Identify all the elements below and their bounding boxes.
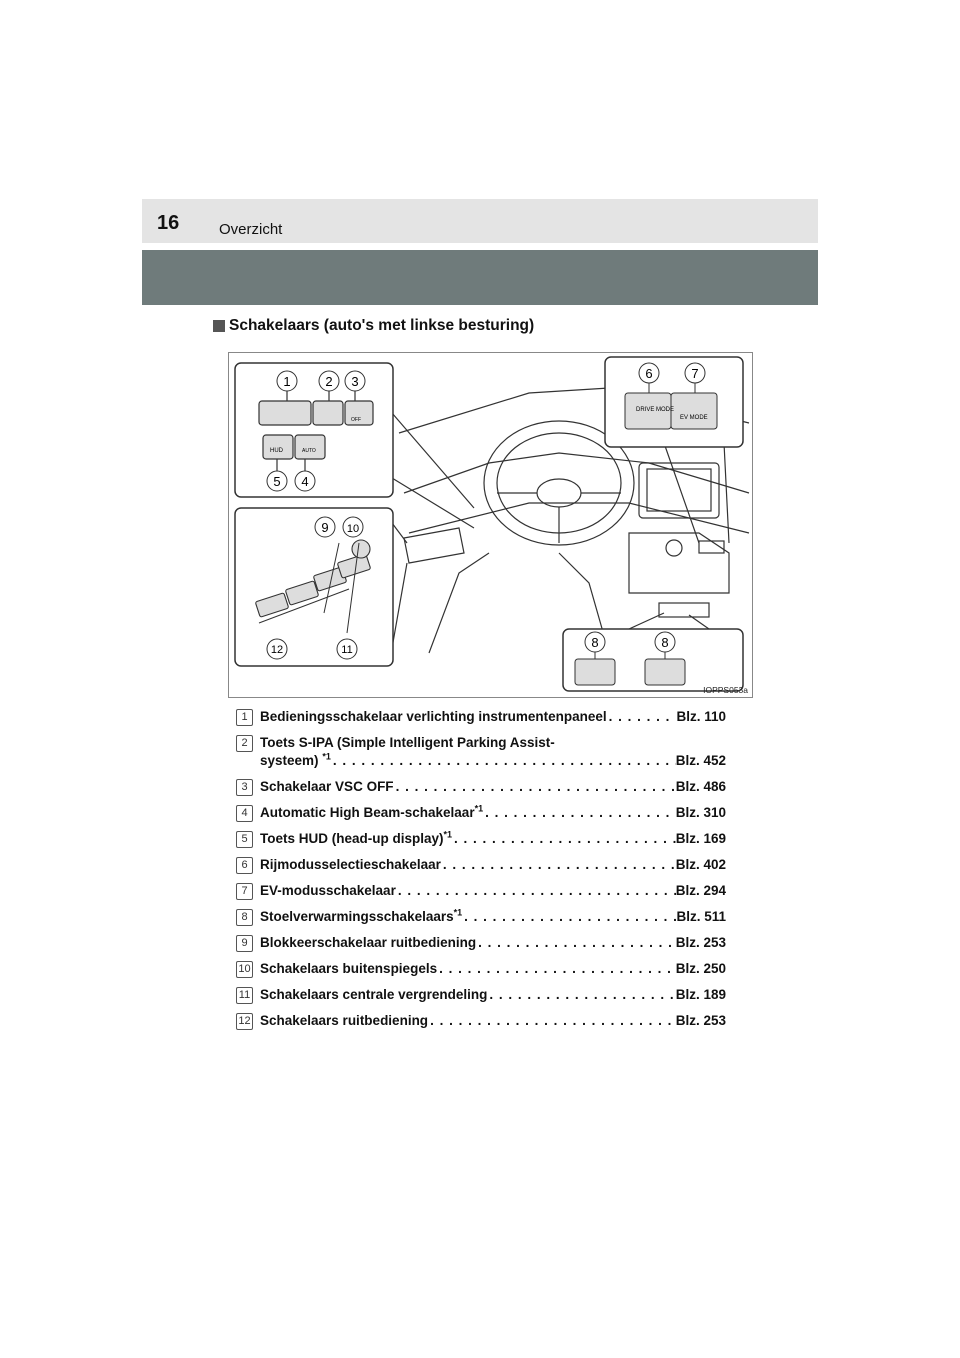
page-ref-link[interactable]: Blz. 189 — [675, 987, 726, 1002]
callout-4: 4 — [301, 474, 309, 489]
item-number: 12 — [236, 1013, 253, 1030]
list-item: 11 Schakelaars centrale vergrendeling . . . Blz. 189 — [236, 986, 726, 1004]
page-ref-link[interactable]: Blz. 486 — [675, 779, 726, 794]
list-item: 3 Schakelaar VSC OFF . . . Blz. 486 — [236, 778, 726, 796]
page-ref-link[interactable]: Blz. 310 — [675, 805, 726, 820]
callout-10: 10 — [346, 523, 360, 535]
item-number: 5 — [236, 831, 253, 848]
callout-8b: 8 — [661, 635, 669, 650]
list-item: 5 Toets HUD (head-up display)$^{*1}$ . . . Blz. 169 — [236, 830, 726, 848]
callout-3: 3 — [351, 374, 359, 389]
ev-mode-label: EV MODE — [680, 415, 708, 421]
list-item: 10 Schakelaars buitenspiegels . . . Blz. 250 — [236, 960, 726, 978]
item-number: 10 — [236, 961, 253, 978]
switches-figure — [228, 352, 753, 698]
item-number: 4 — [236, 805, 253, 822]
callout-1: 1 — [283, 374, 291, 389]
page-number: 16 — [157, 212, 180, 234]
list-item: 9 Blokkeerschakelaar ruitbediening . . . Blz. 253 — [236, 934, 726, 952]
item-number: 7 — [236, 883, 253, 900]
item-number: 6 — [236, 857, 253, 874]
sub-heading — [213, 317, 534, 335]
item-number: 1 — [236, 709, 253, 726]
page-ref-link[interactable]: Blz. 253 — [675, 935, 726, 950]
list-item: 6 Rijmodusselectieschakelaar . . . Blz. 402 — [236, 856, 726, 874]
list-item: 12 Schakelaars ruitbediening . . . Blz. 253 — [236, 1012, 726, 1030]
figure-code: IOPPS053a — [703, 685, 748, 695]
drive-mode-label: DRIVE MODE — [636, 407, 675, 413]
sub-heading-text: Schakelaars (auto's met linkse besturing) — [229, 317, 535, 334]
page-ref-link[interactable]: Blz. 511 — [676, 909, 726, 924]
callout-8a: 8 — [591, 635, 599, 650]
callout-2: 2 — [325, 374, 333, 389]
list-item: 7 EV-modusschakelaar . . . Blz. 294 — [236, 882, 726, 900]
item-number: 2 — [236, 735, 253, 752]
hud-label: HUD — [270, 448, 283, 454]
switch-list — [236, 708, 726, 1030]
page-ref-link[interactable]: Blz. 294 — [675, 883, 726, 898]
callout-12: 12 — [270, 644, 284, 656]
item-number: 3 — [236, 779, 253, 796]
list-item: 4 Automatic High Beam-schakelaar$^{*1}$ . . . Blz. 310 — [236, 804, 726, 822]
off-label: OFF — [351, 417, 361, 423]
callout-7: 7 — [691, 366, 699, 381]
auto-label: AUTO — [302, 448, 316, 454]
callout-6: 6 — [645, 366, 653, 381]
page-ref-link[interactable]: Blz. 452 — [675, 753, 726, 768]
callout-9: 9 — [321, 520, 329, 535]
square-bullet-icon — [213, 320, 225, 332]
item-number: 8 — [236, 909, 253, 926]
list-item: 8 Stoelverwarmingsschakelaars$^{*1}$ . . . Blz. 511 — [236, 908, 726, 926]
item-number: 9 — [236, 935, 253, 952]
chapter-band — [142, 250, 818, 305]
page-ref-link[interactable]: Blz. 402 — [675, 857, 726, 872]
page-ref-link[interactable]: Blz. 110 — [676, 709, 726, 724]
page-ref-link[interactable]: Blz. 253 — [675, 1013, 726, 1028]
list-item: 2 Toets S-IPA (Simple Intelligent Parking Assist- systeem) $^{*1}$ . . . Blz. 452 — [236, 734, 726, 770]
section-title: Overzicht — [219, 221, 283, 238]
callout-11: 11 — [341, 644, 353, 656]
callout-5: 5 — [273, 474, 281, 489]
page-ref-link[interactable]: Blz. 250 — [675, 961, 726, 976]
item-number: 11 — [236, 987, 253, 1004]
page-ref-link[interactable]: Blz. 169 — [675, 831, 726, 846]
item-label-line1: Toets S-IPA (Simple Intelligent Parking Assist- — [260, 735, 555, 750]
dashboard-illustration — [229, 353, 752, 697]
list-item: 1 Bedieningsschakelaar verlichting instrumentenpaneel . . . Blz. 110 — [236, 708, 726, 726]
